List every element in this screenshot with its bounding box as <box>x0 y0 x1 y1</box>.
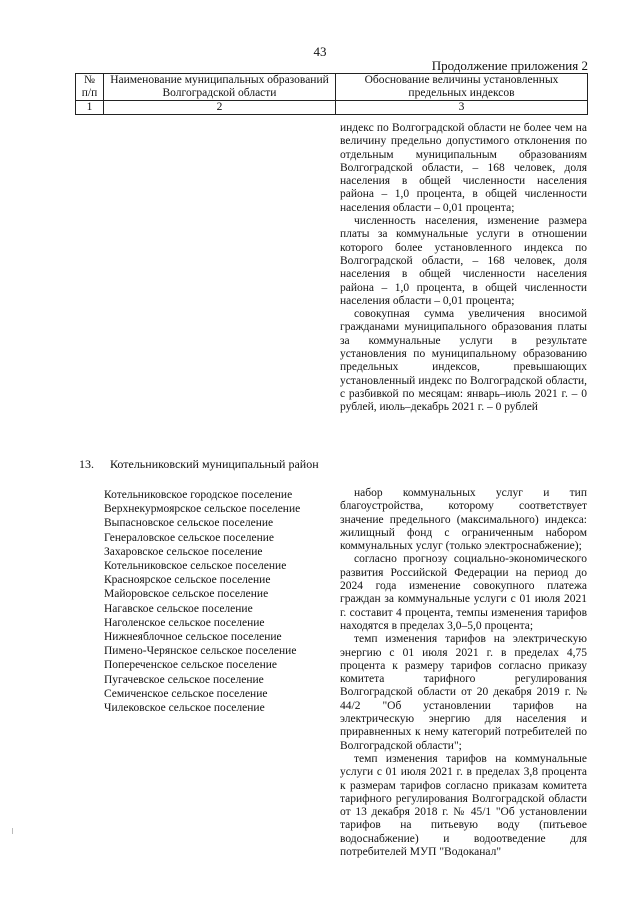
header-cell-municipality: Наименование муниципальных образований Волгоградской области <box>104 74 336 101</box>
list-item: Пимено-Черянское сельское поселение <box>104 645 297 658</box>
list-item: Наголенское сельское поселение <box>104 616 265 629</box>
paragraph: совокупная сумма увеличения вносимой гражданами муниципального образования платы за коммунальные услуги в результате установления по муниципальному образованию предельных индексов, превышающих установленный индекс по Волгоградской области, с разбивкой по месяцам: январь–июль 2021 г. – 0 рублей, июль–декабрь 2021 г. – 0 рублей <box>340 308 587 414</box>
header-cell-number: № п/п <box>76 74 104 101</box>
header-cell-justification: Обоснование величины установленных предельных индексов <box>336 74 588 101</box>
list-item: Верхнекурмоярское сельское поселение <box>104 503 301 516</box>
list-item: Попереченское сельское поселение <box>104 659 278 672</box>
list-item: Нижнеяблочное сельское поселение <box>104 631 282 644</box>
appendix-note: Продолжение приложения 2 <box>431 58 588 73</box>
page-number: 43 <box>313 44 327 59</box>
list-item: Красноярское сельское поселение <box>104 574 271 587</box>
list-item: Семиченское сельское поселение <box>104 687 268 700</box>
paragraph: темп изменения тарифов на электрическую энергию с 01 июля 2021 г. в пределах 4,75 процента к размеру тарифов согласно приказу комитета тарифного регулирования Волгоградской области от 20 декабря 2019 г. № 44/2 "Об установлении тарифов на электрическую энергию для населения и приравненных к нему категорий потребителей по Волгоградской области"; <box>340 633 587 752</box>
scan-margin-mark <box>12 828 17 834</box>
list-item: Пугачевское сельское поселение <box>104 673 264 686</box>
section-heading <box>79 457 319 472</box>
table-header <box>75 73 588 115</box>
list-item: Котельниковское сельское поселение <box>104 560 287 573</box>
list-item: Котельниковское городское поселение <box>104 489 293 501</box>
paragraph: индекс по Волгоградской области не более чем на величину предельно допустимого отклонения по отдельным муниципальным образованиям Волгоградской области, – 168 человек, доля населения в общей численности населения района – 1,0 процента, в общей численности населения области – 0,01 процента; <box>340 122 587 214</box>
list-item: Майоровское сельское поселение <box>104 588 269 601</box>
header-num-3: 3 <box>336 101 588 115</box>
section-number: 13. <box>79 457 94 471</box>
justification-text-bottom <box>340 487 587 859</box>
list-item: Захаровское сельское поселение <box>104 545 263 558</box>
paragraph: согласно прогнозу социально-экономического развития Российской Федерации на период до 2024 года изменение совокупного платежа граждан за коммунальные услуги с 01 июля 2021 г. составит 4 процента, темпы изменения тарифов находятся в пределах 3,0–5,0 процента; <box>340 553 587 632</box>
paragraph: численность населения, изменение размера платы за коммунальные услуги в отношении которого более установленного индекса по Волгоградской области, – 168 человек, доля населения в общей численности населения района – 1,0 процента, в общей численности населения области – 0,01 процента; <box>340 215 587 307</box>
list-item: Чилековское сельское поселение <box>104 702 265 715</box>
list-item: Генераловское сельское поселение <box>104 531 275 544</box>
settlement-list <box>104 488 300 715</box>
section-title: Котельниковский муниципальный район <box>110 457 319 471</box>
header-num-2: 2 <box>104 101 336 115</box>
justification-text-top <box>340 122 587 415</box>
paragraph: набор коммунальных услуг и тип благоустройства, которому соответствует значение предельного (максимального) индекса: жилищный фонд с ограниченным набором коммунальных услуг (только электроснабжение); <box>340 487 587 553</box>
header-num-1: 1 <box>76 101 104 115</box>
list-item: Выпасновское сельское поселение <box>104 517 274 530</box>
paragraph: темп изменения тарифов на коммунальные услуги с 01 июля 2021 г. в пределах 3,8 процента к размерам тарифов согласно приказам комитета тарифного регулирования Волгоградской области от 13 декабря 2018 г. № 45/1 "Об установлении тарифов на питьевую воду (питьевое водоснабжение) и водоотведение для потребителей МУП "Водоканал" <box>340 752 587 859</box>
list-item: Нагавское сельское поселение <box>104 602 253 615</box>
